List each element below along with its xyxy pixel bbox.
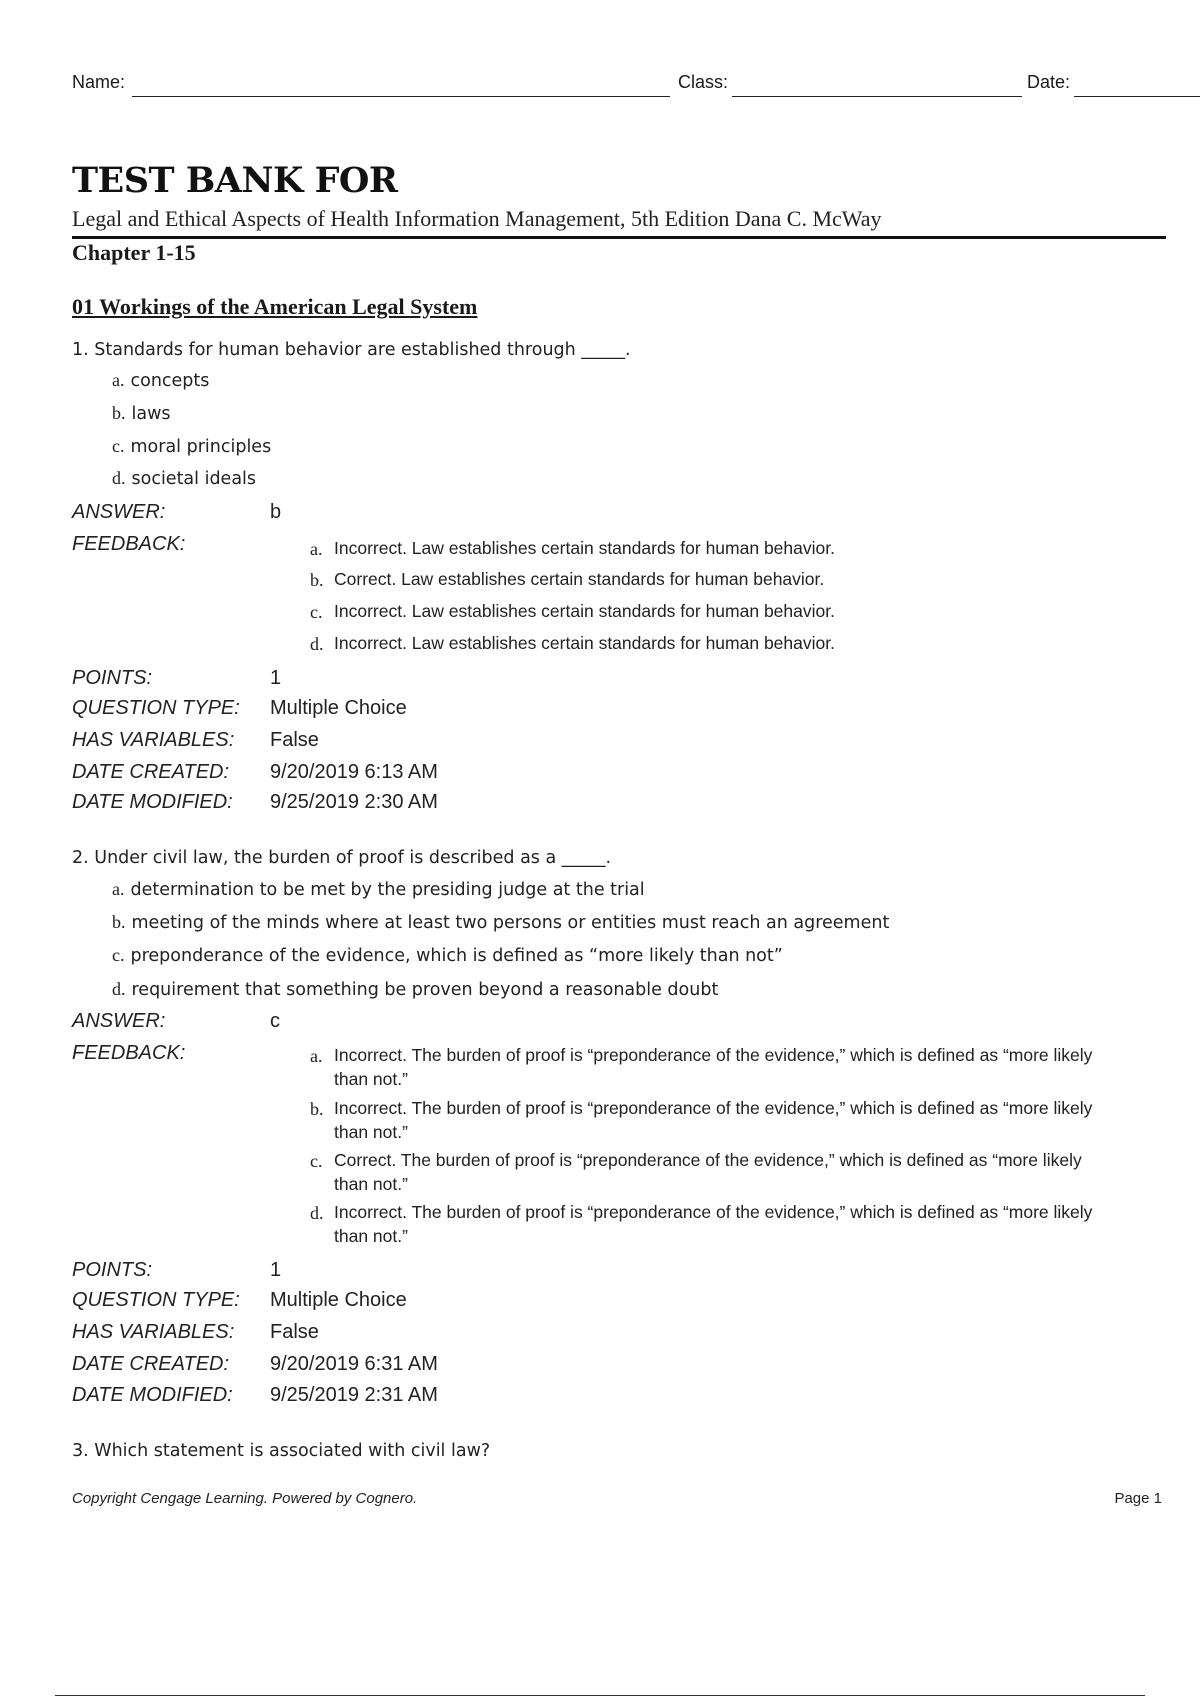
- question-1-points: 1: [270, 667, 282, 689]
- question-2-option-a: [112, 879, 645, 900]
- question-1-feedback-a: [310, 536, 1110, 560]
- student-info-header: [72, 72, 1162, 100]
- option-letter: b.: [112, 912, 126, 932]
- question-2-feedback-a: [310, 1043, 1110, 1091]
- option-letter: d.: [112, 468, 126, 488]
- feedback-letter: d.: [310, 634, 324, 654]
- feedback-text: Incorrect. Law establishes certain standards for human behavior.: [334, 601, 835, 621]
- feedback-text: Incorrect. The burden of proof is “preponderance of the evidence,” which is defined as “more likely than not.”: [334, 1202, 1093, 1246]
- option-letter: c.: [112, 945, 125, 965]
- question-2-option-c: [112, 945, 783, 966]
- points-label: POINTS:: [72, 667, 153, 689]
- question-2-feedback-b: [310, 1096, 1110, 1144]
- option-letter: d.: [112, 979, 126, 999]
- date-created-label: DATE CREATED:: [72, 1353, 230, 1375]
- date-modified-label: DATE MODIFIED:: [72, 791, 233, 813]
- feedback-text: Incorrect. Law establishes certain standards for human behavior.: [334, 633, 835, 653]
- question-2-date-created: 9/20/2019 6:31 AM: [270, 1353, 438, 1375]
- document-subtitle: Legal and Ethical Aspects of Health Information Management, 5th Edition Dana C. McWay: [72, 206, 882, 231]
- answer-label: ANSWER:: [72, 501, 166, 523]
- question-2-feedback-c: [310, 1148, 1110, 1196]
- option-text: concepts: [130, 371, 210, 391]
- date-created-label: DATE CREATED:: [72, 761, 230, 783]
- feedback-label: FEEDBACK:: [72, 1042, 186, 1064]
- option-letter: c.: [112, 436, 125, 456]
- question-1-option-b: [112, 403, 171, 424]
- question-1-text: 1. Standards for human behavior are established through _____.: [72, 340, 631, 360]
- question-1-date-created: 9/20/2019 6:13 AM: [270, 761, 438, 783]
- option-text: meeting of the minds where at least two persons or entities must reach an agreement: [131, 913, 890, 933]
- feedback-letter: d.: [310, 1203, 324, 1223]
- name-label: Name:: [72, 72, 126, 92]
- feedback-text: Incorrect. The burden of proof is “preponderance of the evidence,” which is defined as “more likely than not.”: [334, 1098, 1093, 1142]
- option-text: laws: [131, 404, 171, 424]
- has-variables-label: HAS VARIABLES:: [72, 729, 235, 751]
- question-2-feedback-d: [310, 1200, 1110, 1248]
- question-2-type: Multiple Choice: [270, 1289, 407, 1311]
- answer-label: ANSWER:: [72, 1010, 166, 1032]
- question-type-label: QUESTION TYPE:: [72, 1289, 240, 1311]
- option-text: preponderance of the evidence, which is defined as “more likely than not”: [130, 946, 783, 966]
- feedback-letter: b.: [310, 1099, 324, 1119]
- question-1-feedback-d: [310, 631, 1110, 655]
- question-1-feedback-b: [310, 567, 1110, 591]
- feedback-letter: a.: [310, 1046, 323, 1066]
- question-type-label: QUESTION TYPE:: [72, 697, 240, 719]
- question-2-text: 2. Under civil law, the burden of proof is described as a _____.: [72, 848, 612, 868]
- has-variables-label: HAS VARIABLES:: [72, 1321, 235, 1343]
- feedback-text: Correct. The burden of proof is “preponderance of the evidence,” which is defined as “more likely than not.”: [334, 1150, 1082, 1194]
- feedback-label: FEEDBACK:: [72, 533, 186, 555]
- feedback-letter: b.: [310, 570, 324, 590]
- option-text: determination to be met by the presiding judge at the trial: [130, 880, 645, 900]
- question-1-answer: b: [270, 501, 282, 523]
- class-label: Class:: [678, 72, 729, 92]
- question-1-option-c: [112, 436, 271, 457]
- class-blank: [732, 96, 1022, 97]
- question-2-answer: c: [270, 1010, 280, 1032]
- option-text: requirement that something be proven beyond a reasonable doubt: [131, 980, 719, 1000]
- option-text: societal ideals: [131, 469, 257, 489]
- copyright-footer: Copyright Cengage Learning. Powered by Cognero.: [72, 1490, 418, 1507]
- feedback-letter: a.: [310, 539, 323, 559]
- question-2-option-d: [112, 979, 718, 1000]
- question-2-option-b: [112, 912, 889, 933]
- title-divider: [72, 236, 1166, 239]
- date-blank: [1074, 96, 1200, 97]
- option-text: moral principles: [130, 437, 272, 457]
- feedback-text: Incorrect. Law establishes certain standards for human behavior.: [334, 538, 835, 558]
- feedback-text: Incorrect. The burden of proof is “preponderance of the evidence,” which is defined as “more likely than not.”: [334, 1045, 1093, 1089]
- option-letter: a.: [112, 879, 125, 899]
- question-1-option-d: [112, 468, 256, 489]
- option-letter: b.: [112, 403, 126, 423]
- document-title: TEST BANK FOR: [72, 160, 398, 201]
- question-1-type: Multiple Choice: [270, 697, 407, 719]
- question-3-text: 3. Which statement is associated with civil law?: [72, 1441, 491, 1461]
- question-1-option-a: [112, 370, 209, 391]
- page-bottom-divider: [55, 1695, 1145, 1696]
- question-2-has-variables: False: [270, 1321, 319, 1343]
- page-number: Page 1: [1114, 1490, 1162, 1507]
- feedback-letter: c.: [310, 602, 323, 622]
- question-1-date-modified: 9/25/2019 2:30 AM: [270, 791, 438, 813]
- question-1-feedback-c: [310, 599, 1110, 623]
- date-modified-label: DATE MODIFIED:: [72, 1384, 233, 1406]
- chapter-heading: Chapter 1-15: [72, 240, 196, 265]
- question-2-date-modified: 9/25/2019 2:31 AM: [270, 1384, 438, 1406]
- question-2-points: 1: [270, 1259, 282, 1281]
- option-letter: a.: [112, 370, 125, 390]
- points-label: POINTS:: [72, 1259, 153, 1281]
- feedback-letter: c.: [310, 1151, 323, 1171]
- feedback-text: Correct. Law establishes certain standards for human behavior.: [334, 569, 825, 589]
- name-blank: [132, 96, 670, 97]
- date-label: Date:: [1027, 72, 1071, 92]
- section-heading: 01 Workings of the American Legal System: [72, 294, 478, 319]
- question-1-has-variables: False: [270, 729, 319, 751]
